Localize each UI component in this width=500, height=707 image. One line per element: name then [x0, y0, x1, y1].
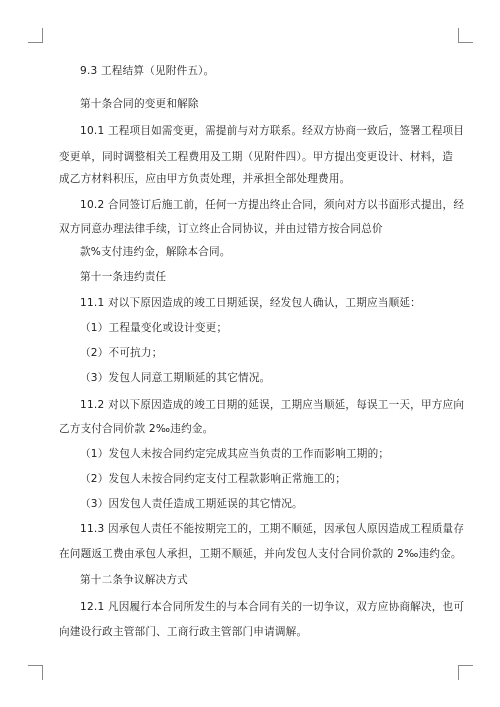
- article-10-heading: 第十条合同的变更和解除: [80, 98, 199, 110]
- clause-12-1-line-2: 向建设行政主管部门、工商行政主管部门申请调解。: [59, 626, 308, 638]
- article-12-heading: 第十二条争议解决方式: [80, 574, 188, 586]
- crop-mark-top-right: [458, 28, 473, 43]
- clause-11-1-item-3: （3）发包人同意工期顺延的其它情况。: [80, 372, 271, 384]
- clause-11-3-line-1: 11.3 因承包人责任不能按期完工的，工期不顺延，因承包人原因造成工程质量存: [80, 523, 465, 535]
- clause-10-2-line-2: 双方同意办理法律手续，订立终止合同协议，并由过错方按合同总价: [59, 223, 383, 235]
- clause-11-2-item-1: （1）发包人未按合同约定完成其应当负责的工作而影响工期的；: [80, 448, 390, 460]
- clause-11-1-item-1: （1）工程量变化或设计变更；: [80, 322, 228, 334]
- clause-11-2-item-2: （2）发包人未按合同约定支付工程款影响正常施工的；: [80, 473, 346, 485]
- crop-mark-bottom-right: [458, 665, 473, 680]
- clause-10-1-line-1: 10.1 工程项目如需变更，需提前与对方联系。经双方协商一致后，签署工程项目: [80, 125, 465, 137]
- clause-11-3-line-2: 在问题返工费由承包人承担，工期不顺延，并向发包人支付合同价款的 2‰违约金。: [59, 548, 462, 560]
- clause-11-1-item-2: （2）不可抗力；: [80, 347, 163, 359]
- clause-10-1-line-3: 成乙方材料积压，应由甲方负责处理，并承担全部处理费用。: [59, 173, 351, 185]
- article-11-heading: 第十一条违约责任: [80, 271, 167, 283]
- clause-9-3: 9.3 工程结算（见附件五）。: [80, 65, 215, 77]
- clause-10-2-line-1: 10.2 合同签订后施工前，任何一方提出终止合同，须向对方以书面形式提出，经: [80, 199, 465, 211]
- crop-mark-top-left: [28, 28, 43, 43]
- clause-11-2-line-2: 乙方支付合同价款 2‰违约金。: [59, 423, 214, 435]
- clause-11-2-line-1: 11.2 对以下原因造成的竣工日期的延误，工期应当顺延，每误工一天，甲方应向: [80, 399, 465, 411]
- clause-10-1-line-2: 变更单，同时调整相关工程费用及工期（见附件四）。甲方提出变更设计、材料，造: [59, 151, 454, 163]
- clause-12-1-line-1: 12.1 凡因履行本合同所发生的与本合同有关的一切争议，双方应协商解决，也可: [80, 601, 465, 613]
- crop-mark-bottom-left: [28, 665, 43, 680]
- clause-11-1: 11.1 对以下原因造成的竣工日期延误，经发包人确认，工期应当顺延：: [80, 297, 421, 309]
- clause-11-2-item-3: （3）因发包人责任造成工期延误的其它情况。: [80, 498, 303, 510]
- clause-10-2-line-3: 款%支付违约金，解除本合同。: [80, 246, 231, 258]
